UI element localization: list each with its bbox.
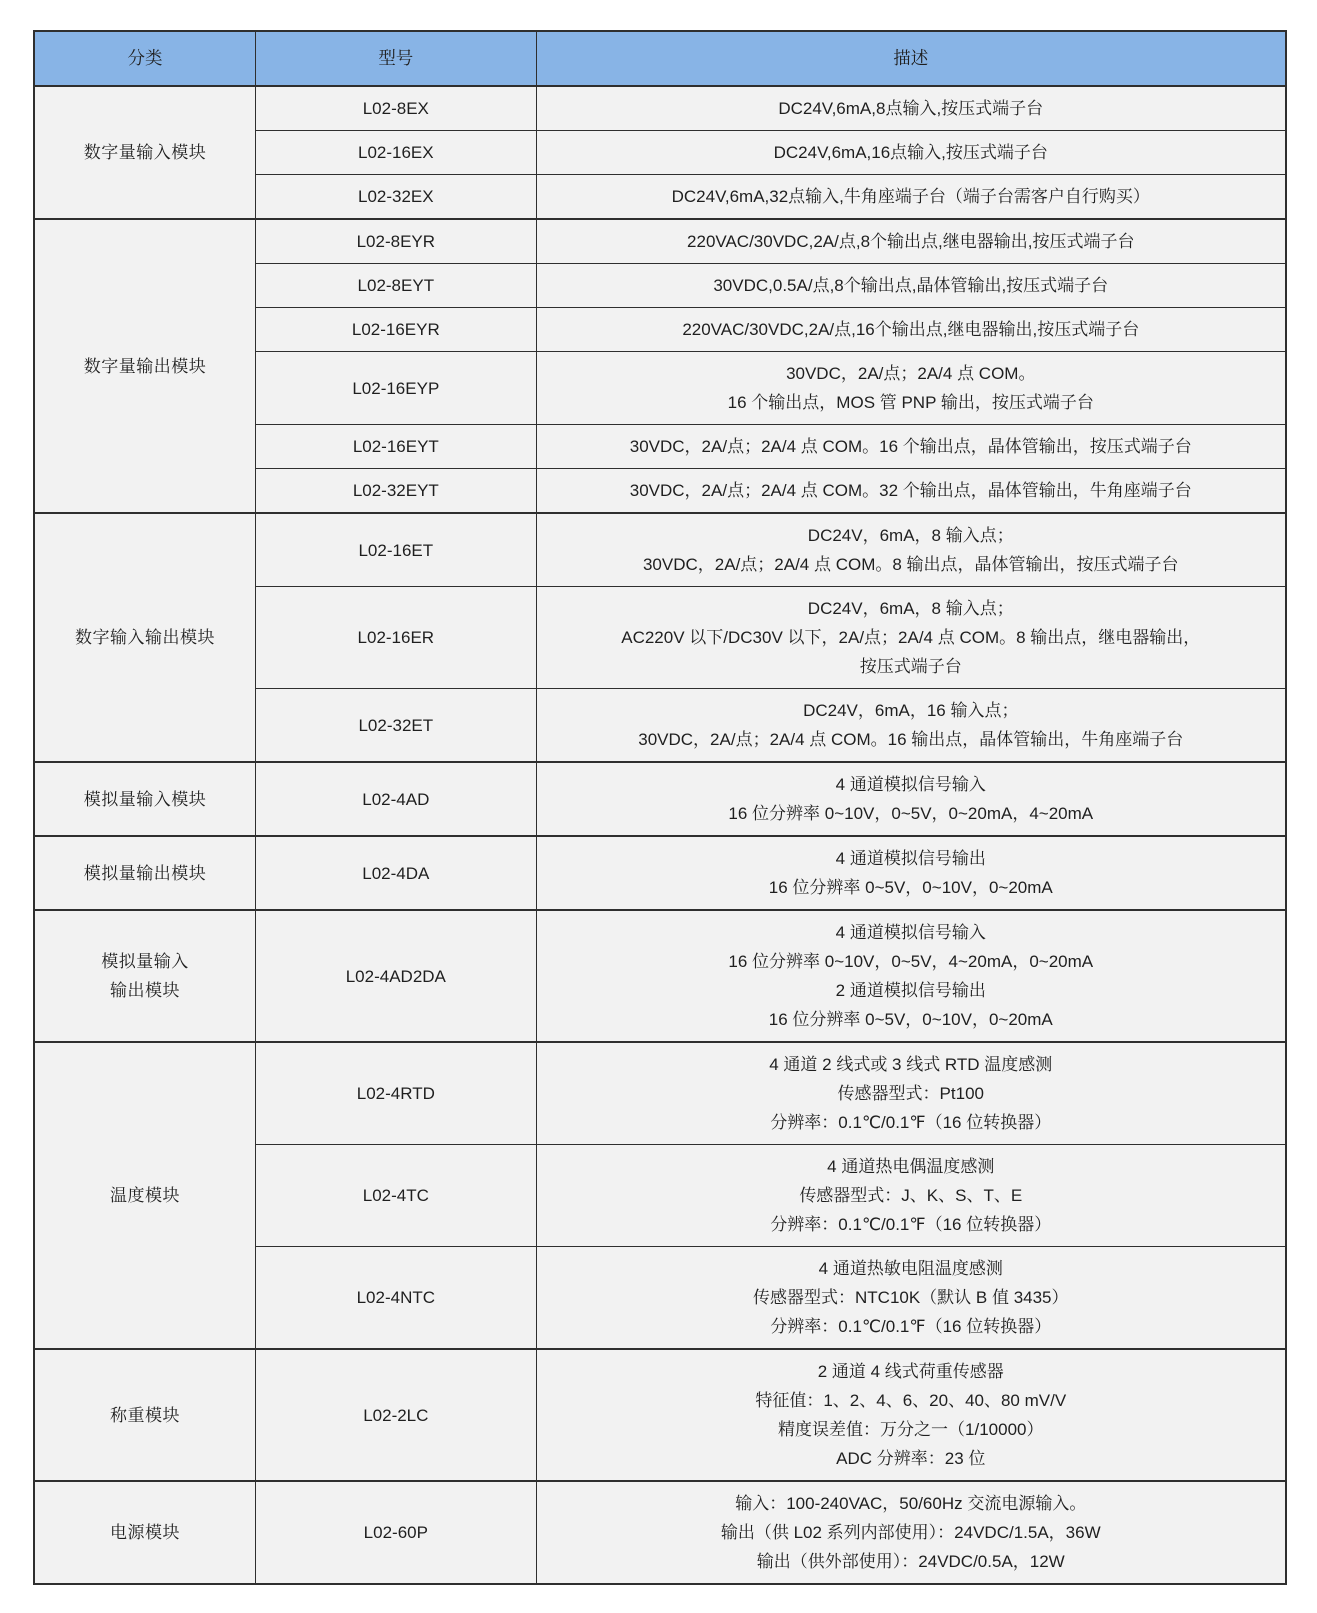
category-line: 数字量输出模块 (83, 356, 207, 376)
category-line: 温度模块 (110, 1186, 181, 1205)
description-line: 30VDC，2A/点；2A/4 点 COM。16 个输出点，晶体管输出，按压式端子台 (629, 437, 1192, 456)
category-line: 称重模块 (110, 1405, 181, 1425)
description-line: 4 通道热电偶温度感测 (827, 1157, 995, 1176)
description-line: 30VDC,0.5A/点,8个输出点,晶体管输出,按压式端子台 (713, 276, 1109, 295)
table-group (34, 836, 1286, 910)
table-row (34, 219, 1286, 264)
table-row (34, 836, 1286, 910)
description-line: 30VDC，2A/点；2A/4 点 COM。 (786, 364, 1036, 383)
model-cell: L02-32EX (256, 175, 536, 220)
description-line: 分辨率：0.1℃/0.1℉（16 位转换器） (770, 1113, 1052, 1132)
model-cell: L02-4AD2DA (256, 910, 536, 1042)
description-line: 16 位分辨率 0~10V，0~5V，4~20mA，0~20mA (728, 952, 1094, 971)
header-description: 描述 (536, 31, 1286, 86)
category-line: 模拟量输出模块 (83, 863, 207, 883)
category-cell (34, 762, 256, 836)
model-cell: L02-60P (256, 1481, 536, 1584)
model-cell: L02-4NTC (256, 1247, 536, 1350)
table-group (34, 86, 1286, 219)
description-line: ADC 分辨率：23 位 (836, 1449, 986, 1468)
category-cell (34, 836, 256, 910)
description-line: 30VDC，2A/点；2A/4 点 COM。8 输出点，晶体管输出，按压式端子台 (642, 555, 1179, 574)
category-cell (34, 86, 256, 219)
category-cell (34, 513, 256, 762)
model-cell: L02-8EYR (256, 219, 536, 264)
table-group (34, 1042, 1286, 1349)
category-line: 电源模块 (110, 1523, 181, 1542)
description-line: 输入：100-240VAC，50/60Hz 交流电源输入。 (735, 1494, 1087, 1513)
description-cell (536, 352, 1286, 425)
table-group (34, 910, 1286, 1042)
model-cell: L02-16ET (256, 513, 536, 587)
description-line: 按压式端子台 (859, 657, 962, 676)
description-cell (536, 308, 1286, 352)
header-model: 型号 (256, 31, 536, 86)
description-line: 精度误差值：万分之一（1/10000） (778, 1420, 1044, 1439)
table-group (34, 1349, 1286, 1481)
description-cell (536, 689, 1286, 763)
description-line: 30VDC，2A/点；2A/4 点 COM。16 输出点，晶体管输出，牛角座端子台 (638, 730, 1184, 749)
model-cell: L02-32EYT (256, 469, 536, 514)
header-category: 分类 (34, 31, 256, 86)
model-cell: L02-16EYP (256, 352, 536, 425)
description-line: AC220V 以下/DC30V 以下，2A/点；2A/4 点 COM。8 输出点，继电器输出， (621, 628, 1201, 647)
model-cell: L02-8EX (256, 86, 536, 131)
table-group (34, 513, 1286, 762)
description-line: DC24V，6mA，8 输入点； (807, 599, 1014, 618)
description-cell (536, 1247, 1286, 1350)
description-line: 分辨率：0.1℃/0.1℉（16 位转换器） (770, 1215, 1052, 1234)
table-row (34, 513, 1286, 587)
table-row (34, 762, 1286, 836)
description-cell (536, 175, 1286, 220)
description-line: 传感器型式：J、K、S、T、E (799, 1186, 1023, 1205)
description-cell (536, 425, 1286, 469)
description-line: 分辨率：0.1℃/0.1℉（16 位转换器） (770, 1317, 1052, 1336)
model-cell: L02-16ER (256, 587, 536, 689)
model-cell: L02-4RTD (256, 1042, 536, 1145)
description-cell (536, 513, 1286, 587)
description-cell (536, 836, 1286, 910)
category-line: 数字量输入模块 (83, 143, 207, 162)
table-header (34, 31, 1286, 86)
description-line: 220VAC/30VDC,2A/点,8个输出点,继电器输出,按压式端子台 (687, 232, 1135, 251)
description-line: 4 通道模拟信号输入 (835, 923, 986, 942)
description-line: DC24V，6mA，16 输入点； (803, 701, 1019, 720)
description-line: 16 个输出点，MOS 管 PNP 输出，按压式端子台 (727, 393, 1094, 412)
table-group (34, 1481, 1286, 1584)
table-row (34, 1481, 1286, 1584)
table-group (34, 219, 1286, 513)
model-cell: L02-16EYT (256, 425, 536, 469)
category-cell (34, 1042, 256, 1349)
description-line: 输出（供 L02 系列内部使用）：24VDC/1.5A，36W (720, 1523, 1101, 1542)
description-line: 2 通道 4 线式荷重传感器 (817, 1362, 1004, 1381)
model-cell: L02-2LC (256, 1349, 536, 1481)
description-line: 4 通道模拟信号输入 (835, 775, 986, 794)
model-cell: L02-16EYR (256, 308, 536, 352)
description-cell (536, 587, 1286, 689)
category-cell (34, 910, 256, 1042)
category-line: 模拟量输入模块 (83, 789, 207, 809)
description-cell (536, 910, 1286, 1042)
description-line: 2 通道模拟信号输出 (835, 981, 986, 1000)
model-cell: L02-16EX (256, 131, 536, 175)
category-cell (34, 1349, 256, 1481)
description-cell (536, 1042, 1286, 1145)
table-row (34, 86, 1286, 131)
description-line: 4 通道热敏电阻温度感测 (818, 1259, 1003, 1278)
description-cell (536, 264, 1286, 308)
category-line: 输出模块 (110, 981, 181, 1000)
description-line: 16 位分辨率 0~5V，0~10V，0~20mA (768, 1010, 1053, 1029)
description-line: 16 位分辨率 0~10V，0~5V，0~20mA，4~20mA (728, 804, 1094, 823)
description-line: 4 通道 2 线式或 3 线式 RTD 温度感测 (769, 1055, 1053, 1074)
description-line: DC24V,6mA,32点输入,牛角座端子台（端子台需客户自行购买） (671, 187, 1150, 206)
description-line: 16 位分辨率 0~5V，0~10V，0~20mA (768, 878, 1053, 897)
model-cell: L02-4AD (256, 762, 536, 836)
module-spec-table (33, 30, 1287, 1585)
description-line: DC24V,6mA,8点输入,按压式端子台 (778, 99, 1044, 118)
model-cell: L02-4DA (256, 836, 536, 910)
category-line: 数字输入输出模块 (75, 628, 216, 647)
description-line: 传感器型式：NTC10K（默认 B 值 3435） (753, 1288, 1069, 1307)
description-cell (536, 1349, 1286, 1481)
description-line: 输出（供外部使用）：24VDC/0.5A，12W (756, 1552, 1065, 1571)
description-line: DC24V,6mA,16点输入,按压式端子台 (773, 143, 1048, 162)
description-line: DC24V，6mA，8 输入点； (807, 526, 1014, 545)
table-row (34, 1349, 1286, 1481)
description-cell (536, 131, 1286, 175)
model-cell: L02-4TC (256, 1145, 536, 1247)
description-cell (536, 762, 1286, 836)
model-cell: L02-8EYT (256, 264, 536, 308)
description-cell (536, 219, 1286, 264)
description-line: 传感器型式：Pt100 (837, 1084, 984, 1103)
description-cell (536, 469, 1286, 514)
description-line: 220VAC/30VDC,2A/点,16个输出点,继电器输出,按压式端子台 (682, 320, 1140, 339)
description-line: 特征值：1、2、4、6、20、40、80 mV/V (755, 1391, 1067, 1410)
description-line: 30VDC，2A/点；2A/4 点 COM。32 个输出点，晶体管输出，牛角座端子台 (629, 481, 1192, 500)
description-line: 4 通道模拟信号输出 (835, 849, 986, 868)
category-cell (34, 219, 256, 513)
description-cell (536, 1481, 1286, 1584)
table-group (34, 762, 1286, 836)
table-row (34, 1042, 1286, 1145)
model-cell: L02-32ET (256, 689, 536, 763)
table-row (34, 910, 1286, 1042)
description-cell (536, 1145, 1286, 1247)
header-row (34, 31, 1286, 86)
category-cell (34, 1481, 256, 1584)
description-cell (536, 86, 1286, 131)
category-line: 模拟量输入 (101, 952, 189, 971)
